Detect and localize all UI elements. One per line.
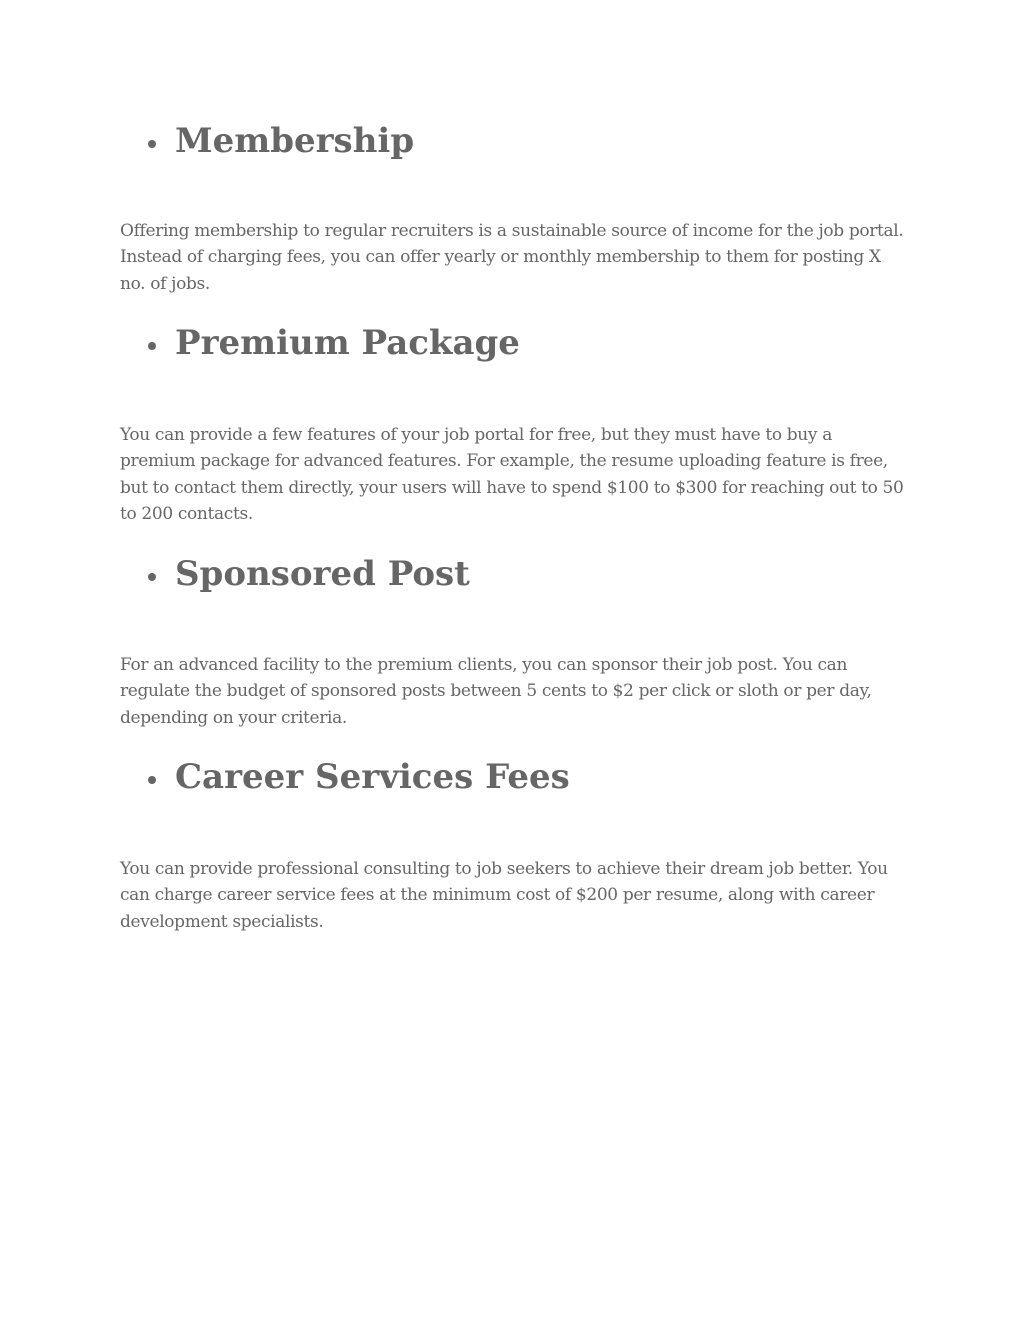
section-heading: Premium Package <box>175 323 520 363</box>
list-item-sponsored-post <box>148 549 470 599</box>
bullet-icon <box>148 776 156 784</box>
list-item-membership <box>148 116 414 166</box>
bullet-icon <box>148 573 156 581</box>
list-item-premium-package <box>148 318 520 368</box>
list-item-career-services-fees <box>148 752 570 802</box>
section-paragraph: For an advanced facility to the premium clients, you can sponsor their job post. You can regulate the budget of sponsored posts between 5 cents to $2 per click or sloth or per day, depending on your criteria. <box>120 655 872 728</box>
section-paragraph: You can provide a few features of your job portal for free, but they must have to buy a premium package for advanced features. For example, the resume uploading feature is free, but to contact them directly, your users will have to spend $100 to $300 for reaching out to 50 to 200 contacts. <box>120 425 904 524</box>
section-paragraph: Offering membership to regular recruiters is a sustainable source of income for the job portal. Instead of charging fees, you can offer yearly or monthly membership to them for posting X no. of jobs. <box>120 221 904 294</box>
section-heading: Career Services Fees <box>175 757 570 797</box>
bullet-icon <box>148 342 156 350</box>
section-heading: Membership <box>175 121 415 161</box>
section-paragraph: You can provide professional consulting to job seekers to achieve their dream job better. You can charge career service fees at the minimum cost of $200 per resume, along with career development specialists. <box>120 859 888 932</box>
section-heading: Sponsored Post <box>175 554 470 594</box>
bullet-icon <box>148 140 156 148</box>
